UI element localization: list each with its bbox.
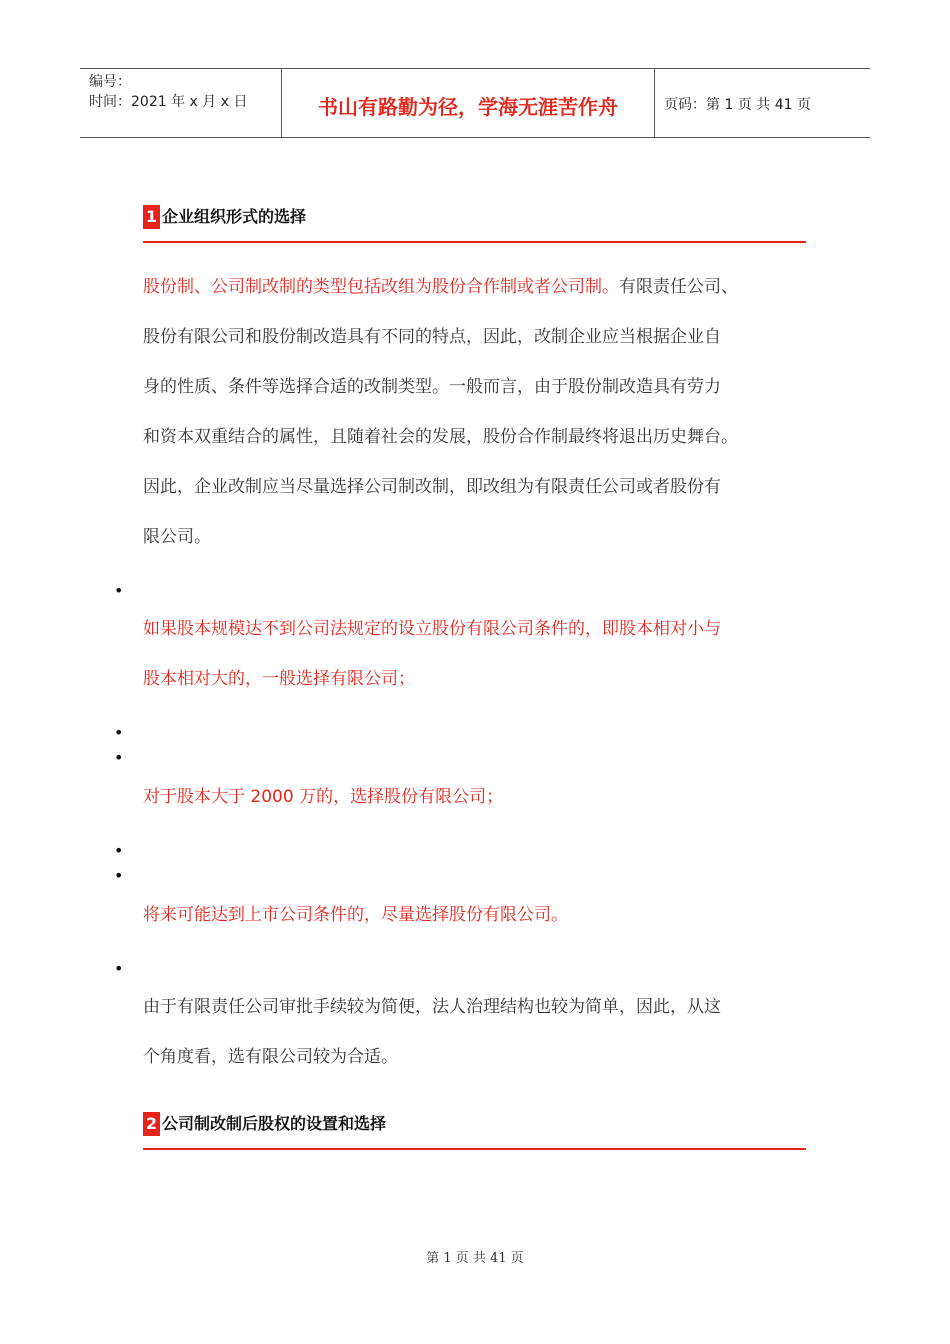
document-header xyxy=(80,68,870,138)
section-2-number: 2 xyxy=(143,1112,160,1136)
intro-line-6: 限公司。 xyxy=(143,527,211,547)
bullet-marker: • xyxy=(114,723,124,742)
list-item-3: 将来可能达到上市公司条件的，尽量选择股份有限公司。 xyxy=(143,905,568,925)
bullet-marker: • xyxy=(114,959,124,978)
list-item-2: 对于股本大于 2000 万的，选择股份有限公司； xyxy=(143,787,504,807)
intro-line-5: 因此，企业改制应当尽量选择公司制改制，即改组为有限责任公司或者股份有 xyxy=(143,477,721,497)
section-2-heading xyxy=(143,1112,386,1136)
section-1-heading xyxy=(143,205,306,229)
header-motto-cell xyxy=(281,69,655,137)
list-item-1-line-2: 股本相对大的，一般选择有限公司； xyxy=(143,669,415,689)
list-item-1 xyxy=(143,604,823,704)
list-item-4-line-1: 由于有限责任公司审批手续较为简便，法人治理结构也较为简单，因此，从这 xyxy=(143,997,721,1017)
document-number-label: 编号： xyxy=(89,74,131,90)
intro-line-1-rest: 有限责任公司、 xyxy=(619,277,738,297)
intro-line-2: 股份有限公司和股份制改造具有不同的特点，因此，改制企业应当根据企业自 xyxy=(143,327,721,347)
section-1-title: 企业组织形式的选择 xyxy=(162,207,307,226)
document-time-label: 时间：2021 年 x 月 x 日 xyxy=(89,94,248,110)
intro-line-1 xyxy=(143,262,823,312)
bullet-marker: • xyxy=(114,748,124,767)
page-footer: 第 1 页 共 41 页 xyxy=(426,1251,524,1266)
section-1-number: 1 xyxy=(143,205,160,229)
intro-line-4: 和资本双重结合的属性，且随着社会的发展，股份合作制最终将退出历史舞台。 xyxy=(143,427,738,447)
intro-paragraph xyxy=(143,262,823,562)
intro-line-3: 身的性质、条件等选择合适的改制类型。一般而言，由于股份制改造具有劳力 xyxy=(143,377,721,397)
header-motto: 书山有路勤为径，学海无涯苦作舟 xyxy=(318,95,618,119)
section-2-rule xyxy=(143,1148,806,1150)
section-2-title: 公司制改制后股权的设置和选择 xyxy=(162,1114,387,1133)
header-page-cell xyxy=(654,69,870,137)
header-left-cell xyxy=(80,69,281,137)
bullet-marker: • xyxy=(114,581,124,600)
list-item-4 xyxy=(143,982,823,1082)
section-1-rule xyxy=(143,241,806,243)
intro-red-text: 股份制、公司制改制的类型包括改组为股份合作制或者公司制。 xyxy=(143,277,619,297)
list-item-4-line-2: 个角度看，选有限公司较为合适。 xyxy=(143,1047,398,1067)
bullet-marker: • xyxy=(114,866,124,885)
bullet-marker: • xyxy=(114,841,124,860)
list-item-1-line-1: 如果股本规模达不到公司法规定的设立股份有限公司条件的，即股本相对小与 xyxy=(143,619,721,639)
header-page-label: 页码：第 1 页 共 41 页 xyxy=(664,97,811,113)
